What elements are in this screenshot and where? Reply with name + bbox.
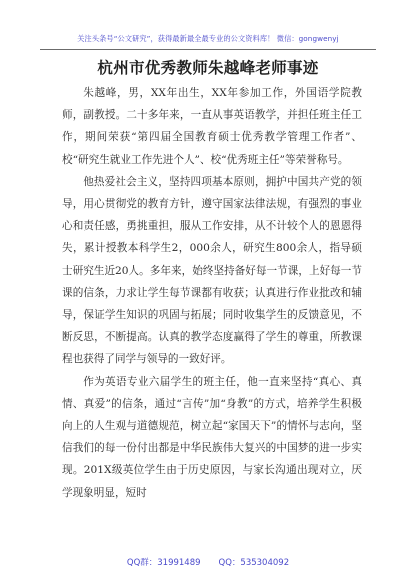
footer-qq-group: QQ群：31991489	[126, 558, 201, 568]
document-body	[62, 82, 362, 504]
paragraph-intro: 朱越峰，男，XX年出生，XX年参加工作，外国语学院教师，副教授。二十多年来，一直从事英语教学，并担任班主任工作，期间荣获“第四届全国教育硕士优秀教学管理工作者”、校“研究生就业工作先进个人”、校“优秀班主任”等荣誉称号。	[62, 87, 362, 166]
footer-qq: QQ：535304092	[218, 558, 290, 568]
paragraph-teaching: 他热爱社会主义，坚持四项基本原则，拥护中国共产党的领导，用心贯彻党的教育方针，遵守国家法律法规，有强烈的事业心和责任感，勇挑重担，服从工作安排，从不计较个人的恩恩得失，累计授教本科学生2，000余人，研究生800余人，指导硕士研究生近20人。多年来，始终坚持备好每一节课，上好每一节课的信条，力求让学生每节课都有收获；认真进行作业批改和辅导，保证学生知识的巩固与拓展；同时收集学生的反馈意见，不断反思，不断提高。认真的教学态度赢得了学生的尊重，所教课程也获得了同学与领导的一致好评。	[62, 175, 362, 366]
page-header-promo: 关注头条号“公文研究”，获得最新最全最专业的公文资料库！ 微信：gongwenyj	[77, 34, 339, 43]
document-title: 杭州市优秀教师朱越峰老师事迹	[97, 58, 319, 77]
header-divider	[40, 49, 376, 50]
paragraph-class-advisor: 作为英语专业六届学生的班主任，他一直来坚持“真心、真情、真爱”的信条，通过“言传”加“身教”的方式，培养学生积极向上的人生观与道德规范，树立起“家国天下”的情怀与志向，坚信我们的每一份付出都是中华民族伟大复兴的中国梦的进一步实现。201X级英位学生由于历史原因，与家长沟通出现对立，厌学现象明显，短时	[62, 375, 362, 499]
page-footer	[40, 556, 376, 568]
